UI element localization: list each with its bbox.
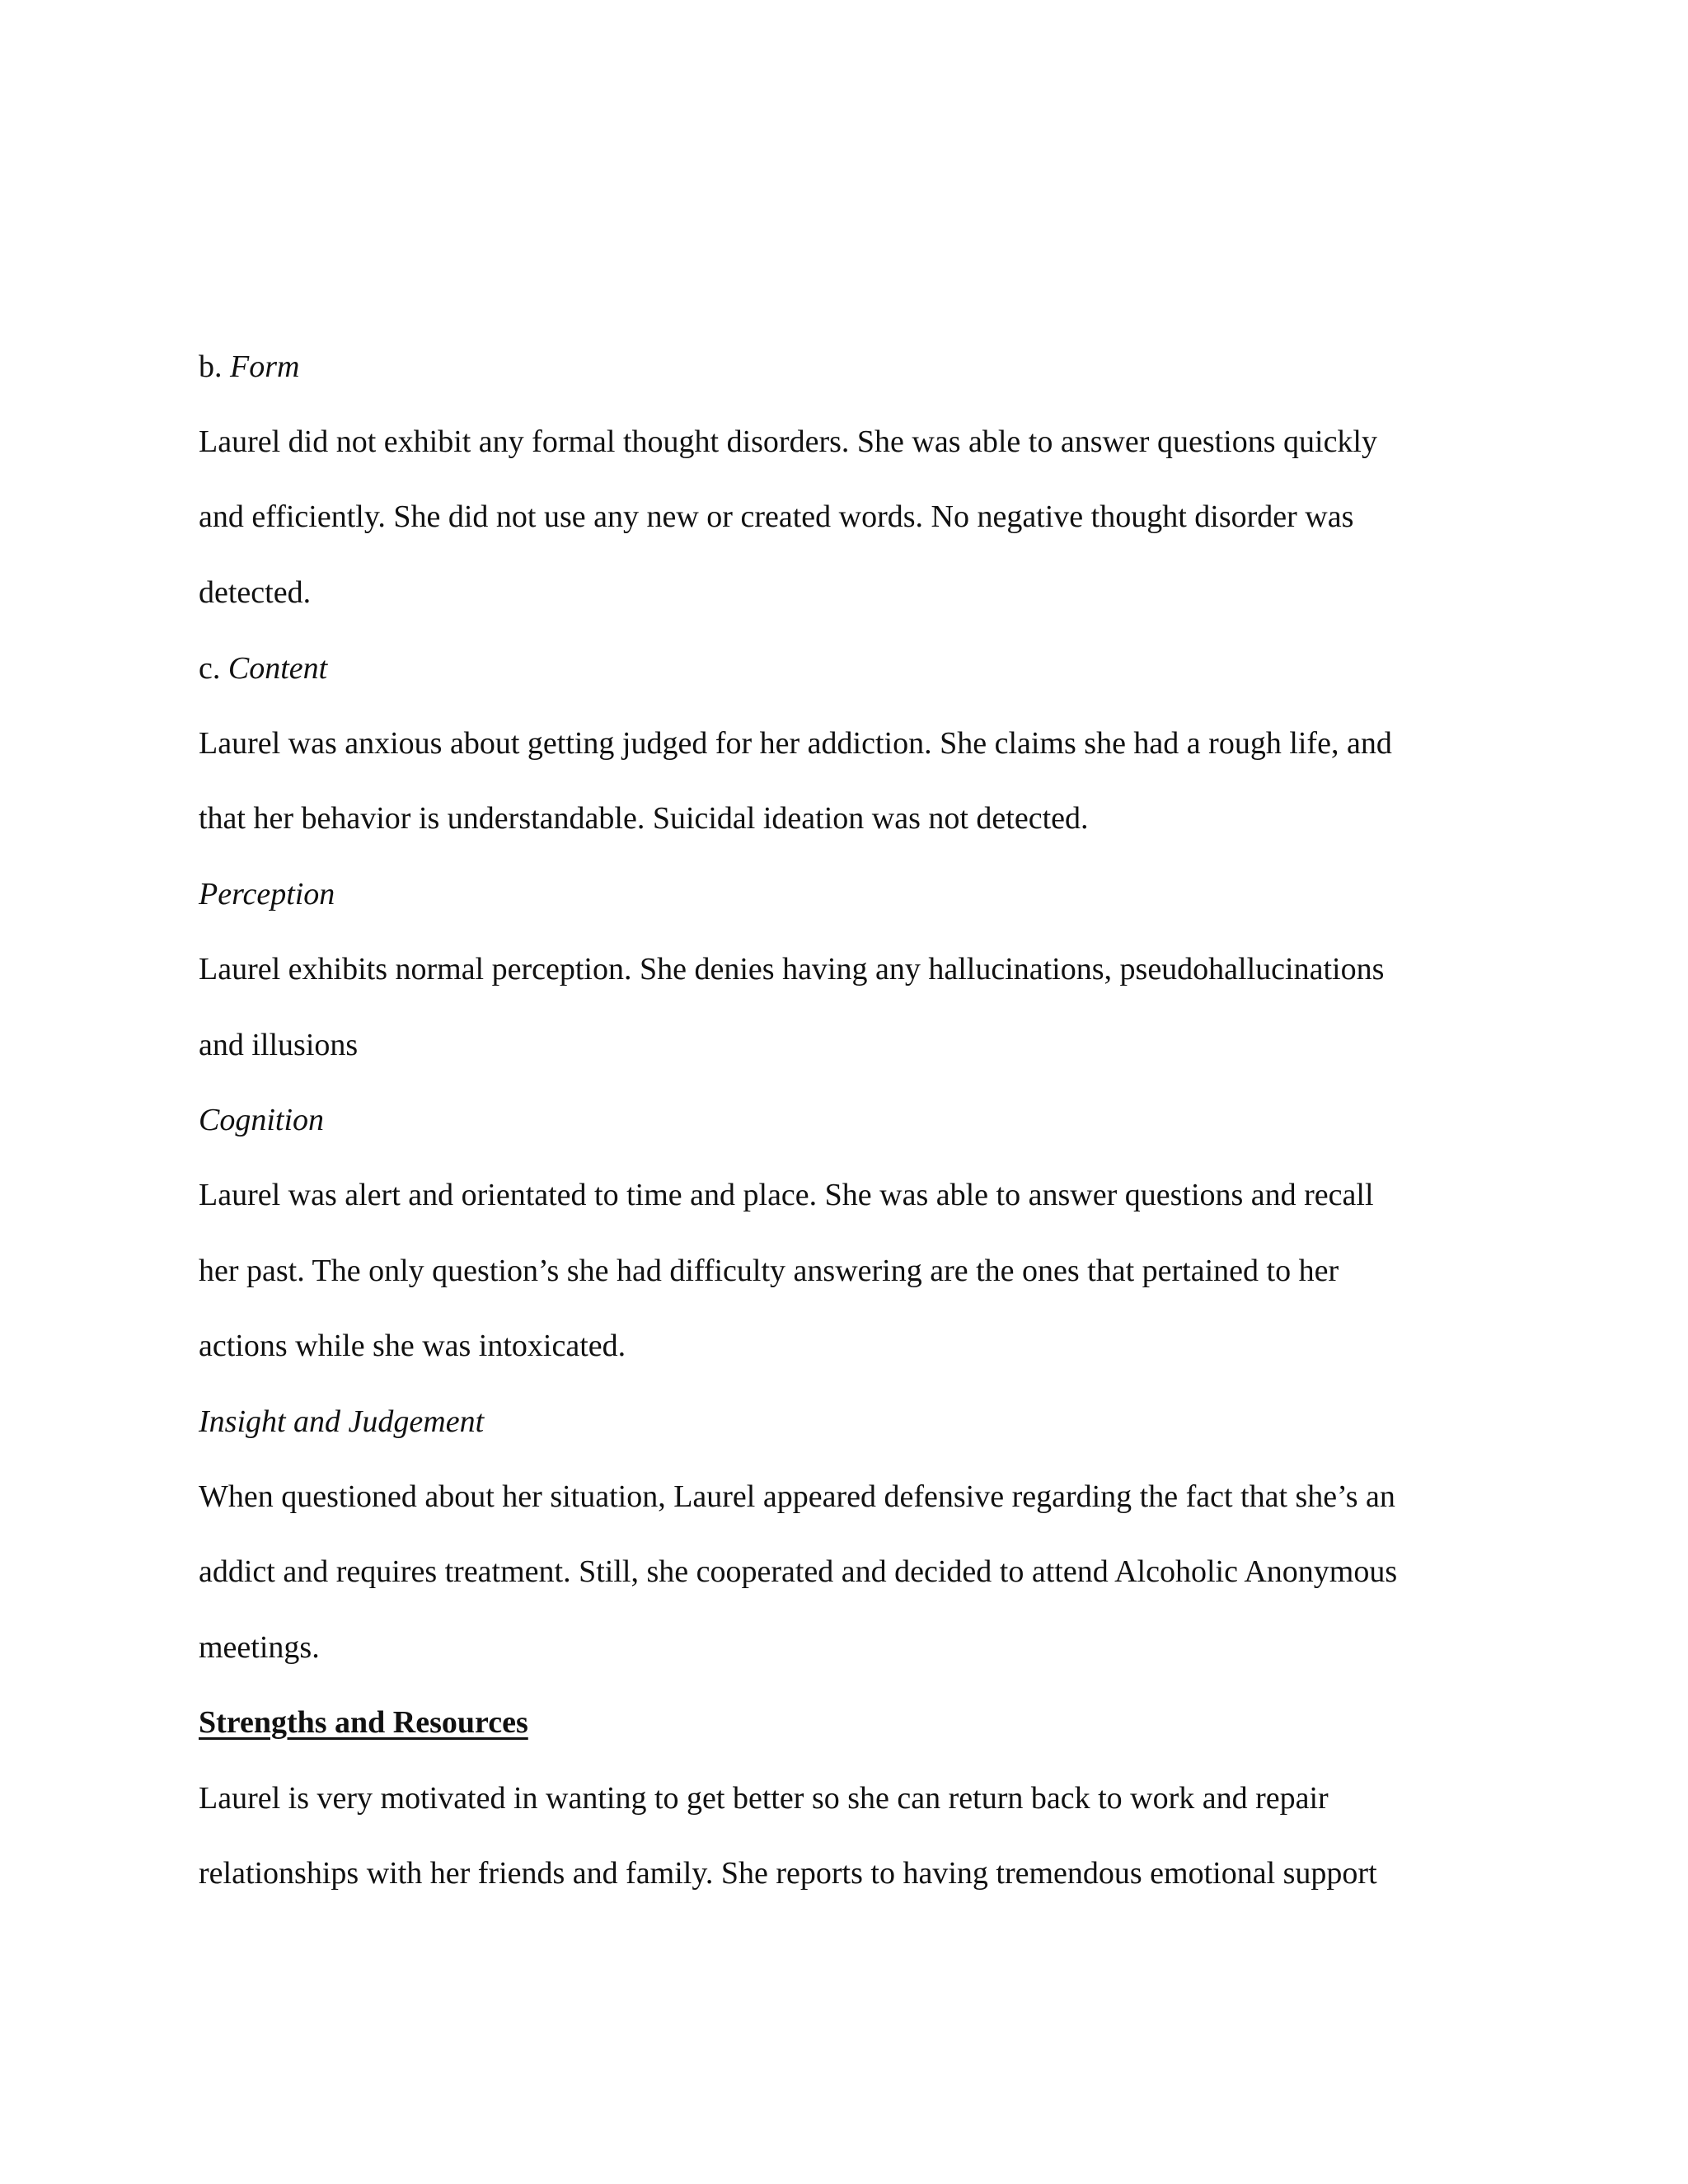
paragraph-line: Laurel exhibits normal perception. She denies having any hallucinations, pseudohallucinations	[199, 952, 1385, 987]
paragraph-line: detected.	[199, 575, 312, 610]
section-heading-cognition: Cognition	[199, 1103, 325, 1137]
section-prefix: b.	[199, 349, 230, 384]
paragraph-line: Laurel did not exhibit any formal thought disorders. She was able to answer questions quickly	[199, 424, 1377, 459]
section-heading-strengths: Strengths and Resources	[199, 1705, 528, 1740]
paragraph-line: and illusions	[199, 1028, 359, 1062]
section-title: Content	[227, 651, 328, 686]
paragraph-line: addict and requires treatment. Still, she cooperated and decided to attend Alcoholic Anonymous	[199, 1554, 1398, 1589]
paragraph-line: Laurel was alert and orientated to time and place. She was able to answer questions and recall	[199, 1178, 1374, 1212]
section-heading-content	[199, 649, 327, 688]
section-heading-form	[199, 347, 299, 387]
section-heading-insight: Insight and Judgement	[199, 1404, 485, 1439]
paragraph-line: When questioned about her situation, Laurel appeared defensive regarding the fact that she’s an	[199, 1479, 1395, 1514]
paragraph-line: relationships with her friends and family. She reports to having tremendous emotional support	[199, 1856, 1377, 1891]
paragraph-line: that her behavior is understandable. Suicidal ideation was not detected.	[199, 801, 1089, 836]
section-prefix: c.	[199, 651, 228, 686]
paragraph-line: and efficiently. She did not use any new or created words. No negative thought disorder was	[199, 499, 1354, 534]
section-title: Form	[230, 349, 300, 384]
paragraph-line: her past. The only question’s she had difficulty answering are the ones that pertained to her	[199, 1254, 1339, 1288]
paragraph-line: Laurel is very motivated in wanting to get better so she can return back to work and repair	[199, 1781, 1329, 1816]
section-heading-perception: Perception	[199, 877, 335, 912]
paragraph-line: actions while she was intoxicated.	[199, 1329, 626, 1363]
paragraph-line: Laurel was anxious about getting judged for her addiction. She claims she had a rough life, and	[199, 726, 1392, 761]
paragraph-line: meetings.	[199, 1630, 320, 1665]
